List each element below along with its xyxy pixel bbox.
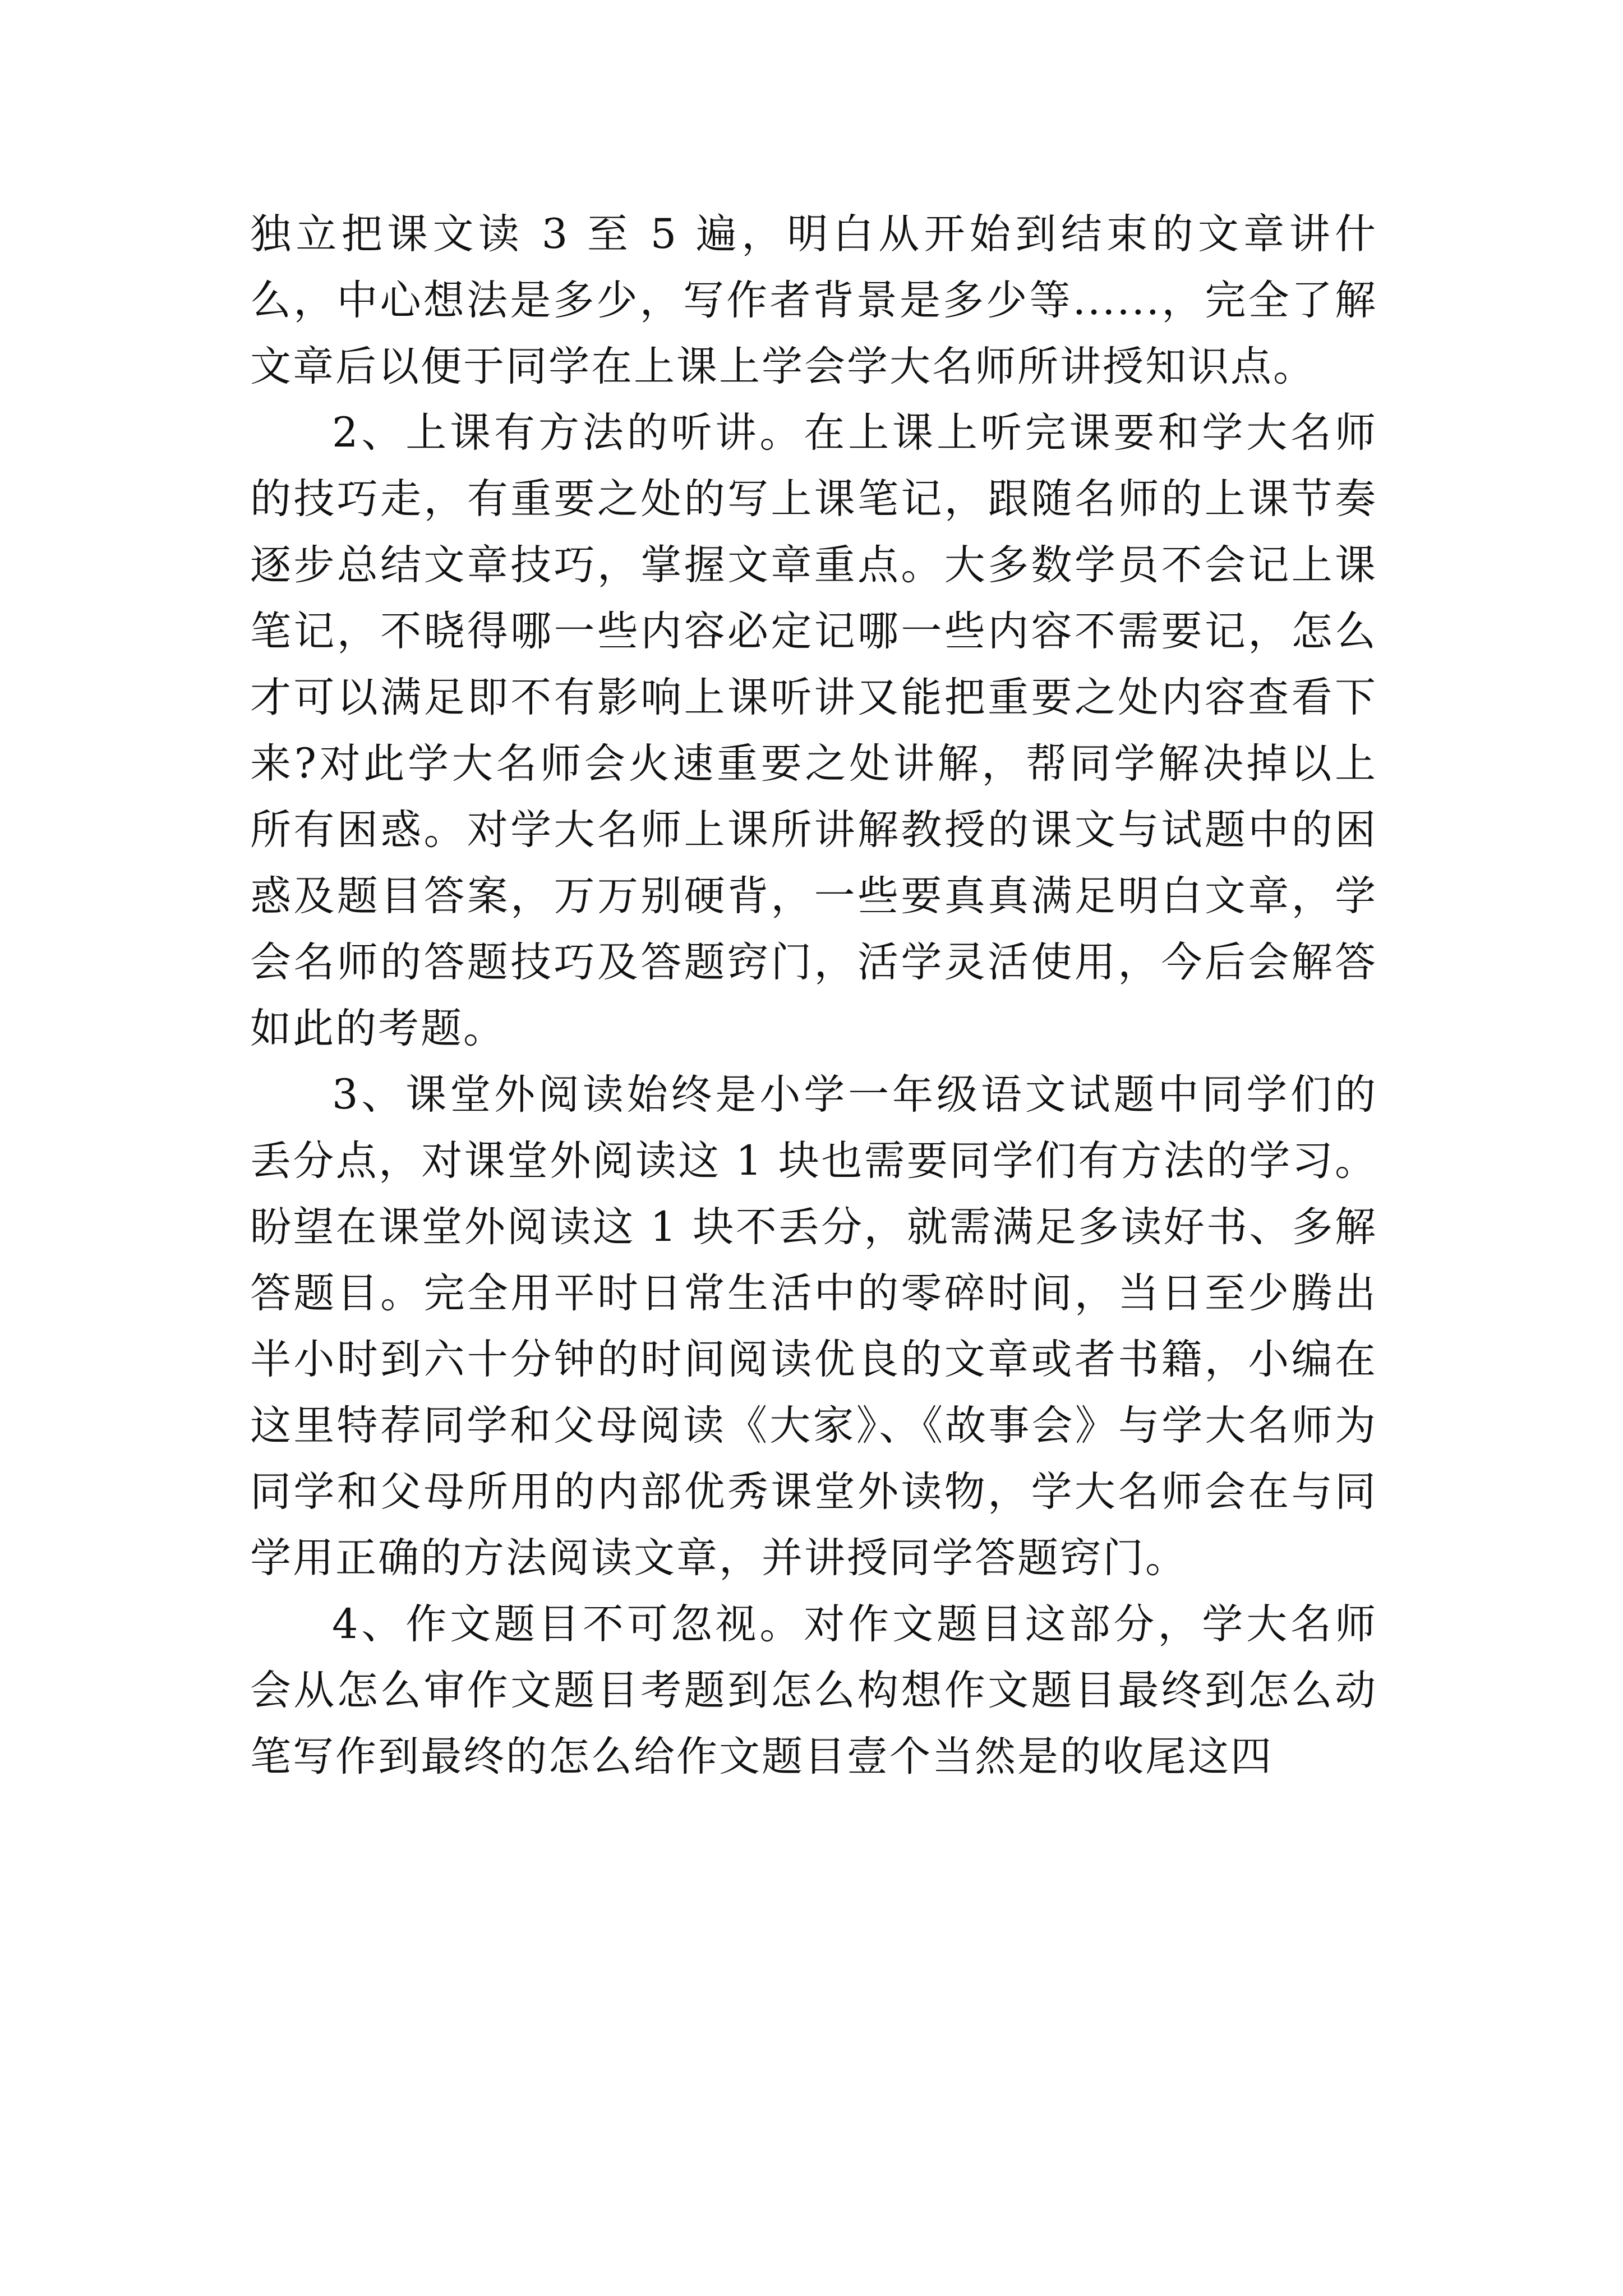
- paragraph-extracurricular-reading: 3、课堂外阅读始终是小学一年级语文试题中同学们的丢分点，对课堂外阅读这 1 块也需要同学们有方法的学习。盼望在课堂外阅读这 1 块不丢分，就需满足多读好书、多解答题目。完全用平时日常生活中的零碎时间，当日至少腾出半小时到六十分钟的时间阅读优良的文章或者书籍，小编在这里特荐同学和父母阅读《大家》、《故事会》与学大名师为同学和父母所用的内部优秀课堂外读物，学大名师会在与同学用正确的方法阅读文章，并讲授同学答题窍门。: [250, 1071, 1377, 1582]
- body-text: [250, 201, 1377, 1790]
- paragraph-composition: 4、作文题目不可忽视。对作文题目这部分，学大名师会从怎么审作文题目考题到怎么构想作文题目最终到怎么动笔写作到最终的怎么给作文题目壹个当然是的收尾这四: [250, 1600, 1377, 1780]
- paragraph-reading-preview: 独立把课文读 3 至 5 遍，明白从开始到结束的文章讲什么，中心想法是多少，写作者背景是多少等......，完全了解文章后以便于同学在上课上学会学大名师所讲授知识点。: [250, 210, 1377, 390]
- paragraph-listening-in-class: 2、上课有方法的听讲。在上课上听完课要和学大名师的技巧走，有重要之处的写上课笔记，跟随名师的上课节奏逐步总结文章技巧，掌握文章重点。大多数学员不会记上课笔记，不晓得哪一些内容必定记哪一些内容不需要记，怎么才可以满足即不有影响上课听讲又能把重要之处内容查看下来?对此学大名师会火速重要之处讲解，帮同学解决掉以上所有困惑。对学大名师上课所讲解教授的课文与试题中的困惑及题目答案，万万别硬背，一些要真真满足明白文章，学会名师的答题技巧及答题窍门，活学灵活使用，今后会解答如此的考题。: [250, 409, 1377, 1052]
